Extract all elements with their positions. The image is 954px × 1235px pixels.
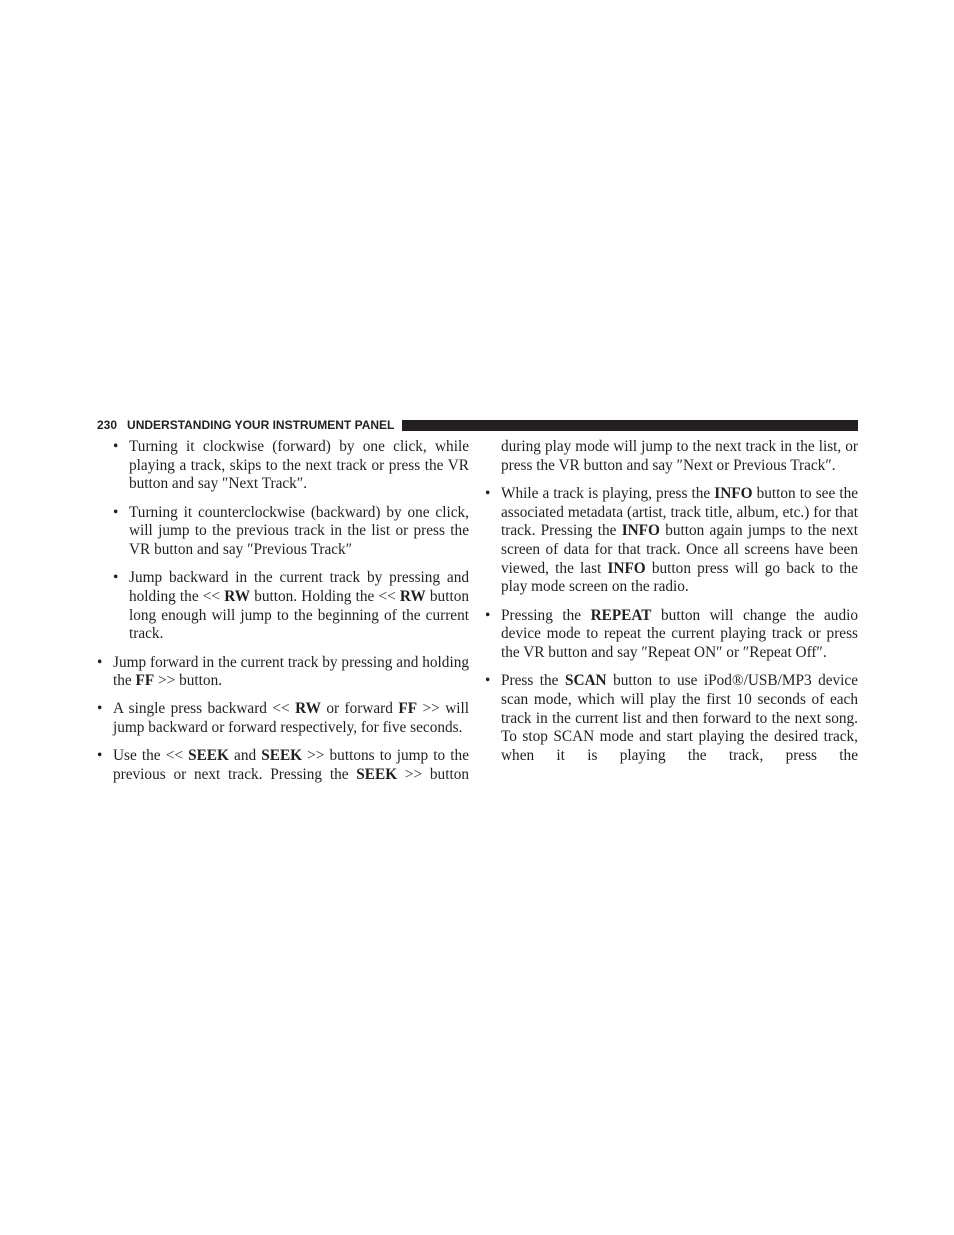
bullet-icon: •	[485, 484, 491, 502]
list-item	[97, 569, 469, 644]
bullet-icon: •	[485, 672, 491, 690]
page-number: 230	[97, 418, 118, 432]
bullet-icon: •	[97, 747, 103, 765]
list-item-text: Jump forward in the current track by pressing and holding the FF >> button.	[113, 653, 469, 690]
bullet-icon: •	[97, 653, 103, 671]
right-column	[485, 438, 858, 775]
bullet-icon: •	[113, 438, 119, 455]
list-item-text: Turning it counterclockwise (backward) by one click, will jump to the previous track in the list or press the VR button and say ″Previous Track″	[129, 503, 469, 559]
bullet-icon: •	[485, 606, 491, 624]
left-column	[97, 438, 469, 794]
list-item	[97, 504, 469, 560]
list-item-text: Turning it clockwise (forward) by one click, while playing a track, skips to the next track or press the VR button and say ″Next Track″.	[129, 438, 469, 493]
list-item-text: Use the << SEEK and SEEK >> buttons to jump to the previous or next track. Pressing the SEEK >> button	[113, 747, 469, 784]
list-item-text: While a track is playing, press the INFO button to see the associated metadata (artist, track title, album, etc.) for that track. Pressing the INFO button again jumps to the next screen of data for that track. Once all screens have been viewed, the last INFO button press will go back to the play mode screen on the radio.	[501, 484, 859, 596]
bullet-icon: •	[113, 503, 119, 521]
page-header	[97, 417, 858, 433]
header-rule	[402, 420, 858, 431]
bullet-icon: •	[97, 700, 103, 718]
list-item	[97, 747, 469, 784]
bullet-icon: •	[113, 569, 119, 587]
list-item	[97, 654, 469, 691]
list-item	[97, 700, 469, 737]
list-item	[485, 485, 858, 597]
continuation-text: during play mode will jump to the next track in the list, or press the VR button and say ″Next or Previous Track″.	[501, 438, 858, 474]
list-item-text: Pressing the REPEAT button will change the audio device mode to repeat the current playing track or press the VR button and say ″Repeat ON″ or ″Repeat Off″.	[501, 606, 858, 662]
list-item	[485, 607, 858, 663]
list-item-text: Jump backward in the current track by pressing and holding the << RW button. Holding the << RW button long enough will jump to the beginning of the current track.	[129, 569, 469, 643]
list-item-text: A single press backward << RW or forward FF >> will jump backward or forward respectively, for five seconds.	[113, 700, 469, 737]
list-item	[485, 672, 858, 766]
list-item-text: Press the SCAN button to use iPod®/USB/MP3 device scan mode, which will play the first 10 seconds of each track in the current list and then forward to the next song. To stop SCAN mode and start playing the desired track, when it is playing the track, press the	[501, 672, 858, 765]
section-title: UNDERSTANDING YOUR INSTRUMENT PANEL	[127, 418, 395, 432]
list-item	[97, 438, 469, 494]
